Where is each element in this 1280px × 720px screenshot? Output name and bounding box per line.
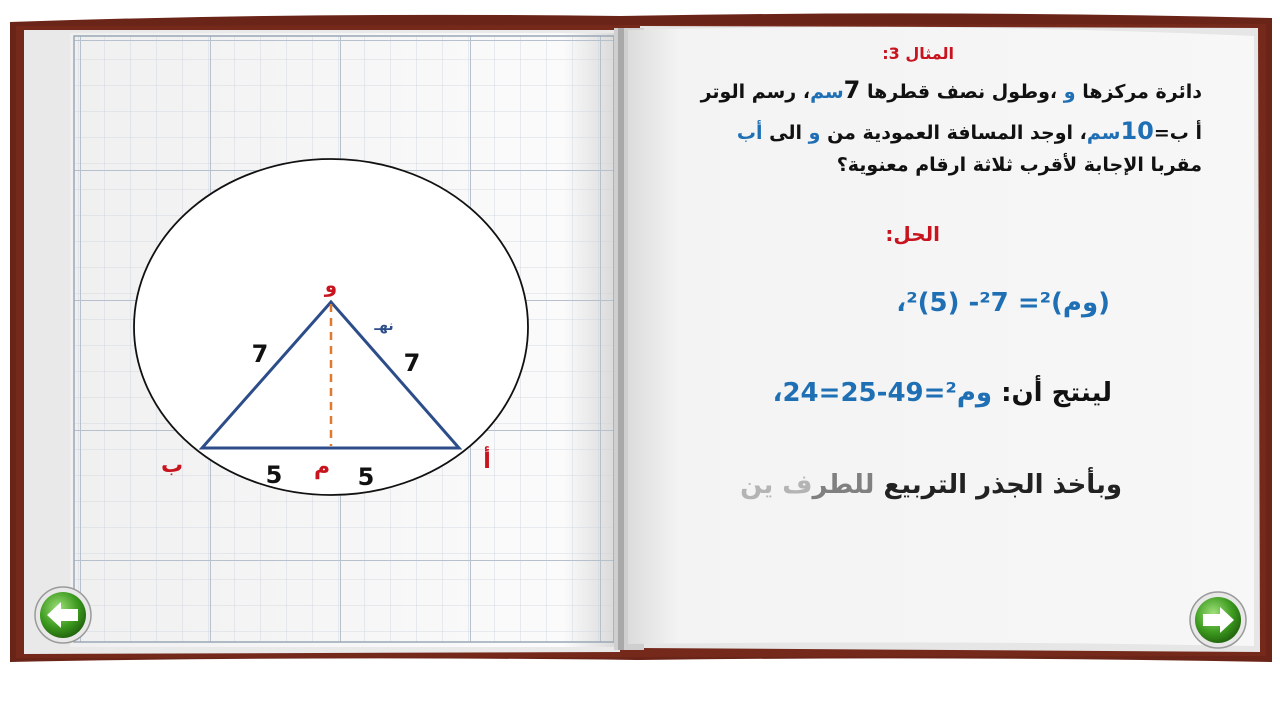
equation-3 [670,470,1122,500]
arrow-left-icon [33,585,93,645]
solution-title: الحل: [885,222,940,246]
point-b-label: ب [160,453,184,478]
example-title: المثال 3: [882,44,954,63]
equation-2 [740,378,1112,408]
problem-text: دائرة مركزها [1082,81,1202,103]
back-button[interactable] [33,585,93,645]
equation-text-fading: ف ين [740,470,813,500]
problem-text: الى [769,122,803,144]
arrow-right-icon [1188,590,1248,650]
foot-label: م [313,455,331,480]
next-button[interactable] [1188,590,1248,650]
radius-value: 7 [843,76,861,104]
chord-label: أ ب= [1153,122,1202,144]
side-right-label: 7 [403,349,421,377]
half-left-label: 5 [265,461,283,489]
equation-text: وبأخذ الجذر التربيع [883,470,1122,500]
geometry-figure [134,159,528,495]
equation-1: (وم)²= ²7- (5)²، [896,288,1110,318]
problem-text: ، رسم الوتر [700,81,811,103]
chord-name: أب [736,122,763,144]
angle-annotation: نهـ [374,318,394,334]
point-a-label: أ [483,449,491,474]
chord-value: 10 [1120,117,1154,145]
center-label: و [324,273,338,297]
half-right-label: 5 [357,463,375,491]
equation-text-fading: للطر [812,470,884,500]
problem-text: ، اوجد المسافة العمودية من [827,122,1087,144]
equation-value: وم²=49-25=24، [772,378,993,408]
problem-text: ،وطول نصف قطرها [867,81,1058,103]
problem-line-2 [622,117,1202,145]
side-left-label: 7 [251,340,269,368]
center-name: و [808,122,821,144]
problem-line-1 [622,76,1202,104]
center-name: و [1063,81,1076,103]
problem-line-3: مقربا الإجابة لأقرب ثلاثة ارقام معنوية؟ [836,154,1202,176]
equation-prefix: لينتج أن: [1001,378,1112,408]
radius-unit: سم [810,81,844,103]
chord-unit: سم [1086,122,1121,144]
